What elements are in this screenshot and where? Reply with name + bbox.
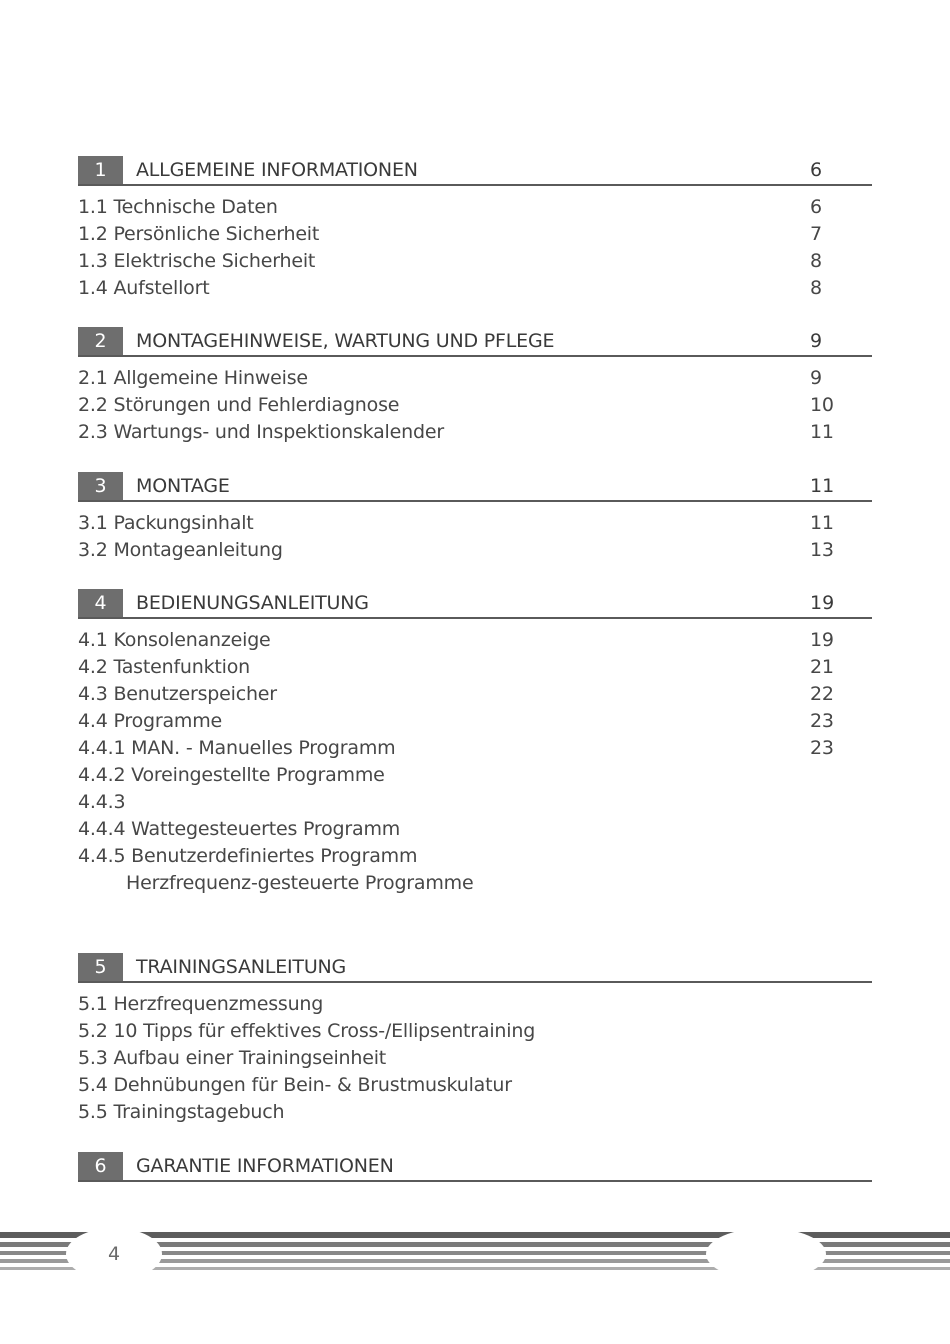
section-number-badge: 2 xyxy=(78,327,123,355)
toc-entry[interactable] xyxy=(78,194,872,221)
entry-title: 4.2 Tastenfunktion xyxy=(78,656,251,678)
entry-title: 4.4.4 Wattegesteuertes Programm xyxy=(78,818,401,840)
entry-page: 21 xyxy=(810,656,834,678)
toc-entry[interactable] xyxy=(78,627,872,654)
entry-title: 3.2 Montageanleitung xyxy=(78,539,283,561)
entry-title: 3.1 Packungsinhalt xyxy=(78,512,254,534)
entry-title: 4.4.3 xyxy=(78,791,126,813)
section-number-badge: 5 xyxy=(78,953,123,981)
entry-page: 10 xyxy=(810,394,834,416)
toc-section-3 xyxy=(78,472,872,564)
toc-entry[interactable] xyxy=(78,510,872,537)
toc-entry[interactable] xyxy=(78,708,872,735)
entry-page: 19 xyxy=(810,629,834,651)
toc-section-5 xyxy=(78,953,872,1126)
entry-title: 2.3 Wartungs- und Inspektionskalender xyxy=(78,421,444,443)
entry-title: 5.2 10 Tipps für effektives Cross-/Ellipsentraining xyxy=(78,1020,536,1042)
section-number-badge: 1 xyxy=(78,156,123,184)
section-title: MONTAGE xyxy=(136,475,230,497)
section-title: ALLGEMEINE INFORMATIONEN xyxy=(136,159,418,181)
toc-entry[interactable] xyxy=(78,275,872,302)
entry-title: 4.4.5 Benutzerdefiniertes Programm xyxy=(78,845,418,867)
section-page-number: 11 xyxy=(810,475,835,497)
entry-page: 8 xyxy=(810,250,822,272)
entry-title: 4.4.2 Voreingestellte Programme xyxy=(78,764,385,786)
section-page-number: 19 xyxy=(810,592,835,614)
entry-title: 4.4.1 MAN. - Manuelles Programm xyxy=(78,737,396,759)
toc-entry[interactable] xyxy=(78,843,872,870)
section-header[interactable] xyxy=(78,953,872,983)
entry-title: 4.4 Programme xyxy=(78,710,223,732)
toc-entry[interactable] xyxy=(78,991,872,1018)
toc-entry[interactable] xyxy=(78,870,872,897)
section-number-badge: 4 xyxy=(78,589,123,617)
entry-page: 11 xyxy=(810,421,834,443)
entry-title: 1.3 Elektrische Sicherheit xyxy=(78,250,316,272)
toc-section-6 xyxy=(78,1152,872,1182)
section-title: TRAININGSANLEITUNG xyxy=(136,956,347,978)
toc-entry[interactable] xyxy=(78,365,872,392)
section-page-number: 6 xyxy=(810,159,823,181)
toc-entry[interactable] xyxy=(78,1045,872,1072)
section-header[interactable] xyxy=(78,1152,872,1182)
section-title: GARANTIE INFORMATIONEN xyxy=(136,1155,394,1177)
entry-title: 1.2 Persönliche Sicherheit xyxy=(78,223,320,245)
entry-page: 22 xyxy=(810,683,834,705)
entry-page: 7 xyxy=(810,223,822,245)
entry-page: 9 xyxy=(810,367,822,389)
section-page-number: 9 xyxy=(810,330,823,352)
entry-page: 13 xyxy=(810,539,834,561)
toc-entry[interactable] xyxy=(78,1018,872,1045)
toc-entry[interactable] xyxy=(78,816,872,843)
section-number-badge: 3 xyxy=(78,472,123,500)
decorative-oval xyxy=(706,1228,826,1280)
toc-entry[interactable] xyxy=(78,735,872,762)
section-title: MONTAGEHINWEISE, WARTUNG UND PFLEGE xyxy=(136,330,555,352)
toc-entry[interactable] xyxy=(78,392,872,419)
toc-section-4 xyxy=(78,589,872,897)
entry-title: 4.3 Benutzerspeicher xyxy=(78,683,277,705)
entry-page: 8 xyxy=(810,277,822,299)
toc-entry[interactable] xyxy=(78,248,872,275)
section-header[interactable] xyxy=(78,589,872,619)
section-header[interactable] xyxy=(78,156,872,186)
entry-title: 2.2 Störungen und Fehlerdiagnose xyxy=(78,394,400,416)
toc-entry[interactable] xyxy=(78,1099,872,1126)
section-header[interactable] xyxy=(78,327,872,357)
entry-title: 5.5 Trainingstagebuch xyxy=(78,1101,285,1123)
toc-entry[interactable] xyxy=(78,419,872,446)
entry-title: 5.4 Dehnübungen für Bein- & Brustmuskulatur xyxy=(78,1074,512,1096)
toc-entry[interactable] xyxy=(78,681,872,708)
toc-entry[interactable] xyxy=(78,762,872,789)
entry-title: 1.4 Aufstellort xyxy=(78,277,210,299)
entry-title: 1.1 Technische Daten xyxy=(78,196,278,218)
toc-entry[interactable] xyxy=(78,537,872,564)
entry-title: 2.1 Allgemeine Hinweise xyxy=(78,367,308,389)
entry-title: Herzfrequenz-gesteuerte Programme xyxy=(126,872,474,894)
entry-title: 4.1 Konsolenanzeige xyxy=(78,629,271,651)
section-number-badge: 6 xyxy=(78,1152,123,1180)
entry-page: 11 xyxy=(810,512,834,534)
toc-entry[interactable] xyxy=(78,654,872,681)
entry-title: 5.3 Aufbau einer Trainingseinheit xyxy=(78,1047,387,1069)
page-number: 4 xyxy=(107,1243,121,1265)
entry-page: 23 xyxy=(810,710,834,732)
section-title: BEDIENUNGSANLEITUNG xyxy=(136,592,369,614)
entry-page: 6 xyxy=(810,196,822,218)
toc-section-2 xyxy=(78,327,872,446)
toc-entry[interactable] xyxy=(78,1072,872,1099)
toc-section-1 xyxy=(78,156,872,302)
toc-entry[interactable] xyxy=(78,221,872,248)
toc-entry[interactable] xyxy=(78,789,872,816)
footer-decoration xyxy=(0,1228,950,1280)
section-header[interactable] xyxy=(78,472,872,502)
entry-page: 23 xyxy=(810,737,834,759)
entry-title: 5.1 Herzfrequenzmessung xyxy=(78,993,324,1015)
